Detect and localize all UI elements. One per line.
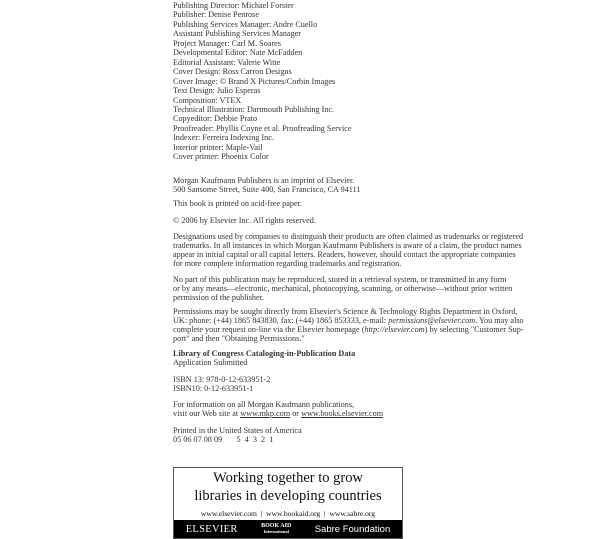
text-line: Designations used by companies to distinguish their products are often claimed as trademarks or registered — [173, 232, 524, 241]
cip-status: Application Submitted — [173, 357, 248, 367]
email-address[interactable]: permissions@elsevier.com — [388, 315, 476, 325]
elsevier-logo: ELSEVIER — [185, 523, 238, 535]
copyright-notice: © 2006 by Elsevier Inc. All rights reserved. — [173, 216, 316, 225]
imprint-line: Morgan Kaufmann Publishers is an imprint of Elsevier. — [173, 176, 355, 185]
credit-line: Copyeditor: Debbie Prato — [173, 114, 258, 124]
credit-line: Publishing Services Manager: Andre Cuello — [173, 19, 318, 29]
elsevier-books-link[interactable]: www.books.elsevier.com — [301, 408, 384, 418]
address-line: 500 Sansome Street, Suite 400, San Francisco, CA 94111 — [173, 184, 361, 194]
credit-line: Technical Illustration: Dartmouth Publishing Inc. — [173, 104, 335, 114]
credit-line: Assistant Publishing Services Manager — [173, 29, 302, 39]
text-line: trademarks. In all instances in which Morgan Kaufmann Publishers is aware of a claim, the product names — [173, 240, 522, 250]
sabre-logo: Sabre Foundation — [314, 523, 391, 535]
acid-free-note: This book is printed on acid-free paper. — [173, 199, 302, 208]
credit-line: Publisher: Denise Penrose — [173, 10, 259, 20]
text: visit our Web site at — [173, 408, 241, 418]
text: or — [290, 408, 302, 418]
banner-urls: www.elsevier.com | www.bookaid.org | www.sabre.org — [200, 509, 376, 518]
text: UK: phone: (+44) 1865 843830, fax: (+44) 1865 853333, e-mail: — [173, 315, 389, 325]
credit-line: Cover Design: Ross Carron Designs — [173, 67, 292, 77]
banner-heading: Working together to grow — [213, 470, 363, 486]
print-line-numbers: 05 06 07 08 09 5 4 3 2 1 — [173, 434, 274, 444]
text-line: for more complete information regarding trademarks and registration. — [173, 258, 402, 268]
partnership-banner — [173, 467, 403, 539]
credit-line: Composition: VTEX — [173, 95, 242, 105]
isbn-block — [173, 376, 270, 394]
text-line: or by any means—electronic, mechanical, photocopying, scanning, or otherwise—without prior written — [173, 283, 513, 293]
cip-data — [173, 350, 355, 368]
credit-line: Cover Image: © Brand X Pictures/Corbin Images — [173, 76, 336, 86]
isbn-13: ISBN 13: 978-0-12-633951-2 — [173, 375, 271, 384]
credit-line: Cover printer: Phoenix Color — [173, 152, 269, 162]
text: complete your request on-line via the Elsevier homepage ( — [173, 324, 365, 334]
mkp-link[interactable]: www.mkp.com — [240, 408, 291, 418]
web-info — [173, 401, 383, 419]
permissions-paragraph — [173, 308, 524, 344]
printed-in: Printed in the United States of America — [173, 426, 302, 435]
printing-info — [173, 427, 302, 445]
imprint-statement — [173, 177, 360, 195]
banner-heading: libraries in developing countries — [194, 488, 382, 504]
cip-title: Library of Congress Cataloging-in-Publication Data — [173, 349, 356, 358]
credit-line: Project Manager: Carl M. Soares — [173, 38, 282, 48]
bookaid-text: BOOK AID — [261, 523, 292, 529]
elsevier-url[interactable]: http://elsevier.com — [364, 324, 425, 334]
text-line: No part of this publication may be reproduced, stored in a retrieval system, or transmitted in any form — [173, 275, 507, 284]
credit-line: Indexer: Ferreira Indexing Inc. — [173, 133, 274, 143]
trademark-paragraph — [173, 233, 523, 269]
credit-line: Proofreader: Phyllis Coyne et al. Proofreading Service — [173, 123, 352, 133]
text-line: appear in initial capital or all capital letters. Readers, however, should contact the appropriate companies — [173, 249, 516, 259]
text-line: For information on all Morgan Kaufmann publications, — [173, 400, 355, 409]
bookaid-sub: International — [263, 529, 289, 534]
text-line — [173, 410, 383, 419]
reproduction-paragraph — [173, 276, 512, 303]
bookaid-logo — [261, 523, 291, 535]
text: ) by selecting "Customer Sup- — [424, 324, 524, 334]
isbn-10: ISBN10: 0-12-633951-1 — [173, 383, 254, 393]
credit-line: Developmental Editor: Nate McFadden — [173, 48, 303, 58]
logo-bar — [174, 520, 402, 538]
text: . You may also — [475, 315, 524, 325]
text-line: port" and then "Obtaining Permissions." — [173, 333, 305, 343]
text-line: Permissions may be sought directly from Elsevier's Science & Technology Rights Department in Oxford, — [173, 307, 518, 316]
credit-line: Text Design: Julio Esperas — [173, 86, 261, 96]
credit-line: Editorial Assistant: Valerie Witte — [173, 57, 281, 67]
text-line: permission of the publisher. — [173, 292, 264, 302]
credit-line: Publishing Director: Michael Forster — [173, 1, 294, 10]
credit-line: Interior printer: Maple-Vail — [173, 142, 263, 152]
credits-list — [173, 1, 352, 162]
